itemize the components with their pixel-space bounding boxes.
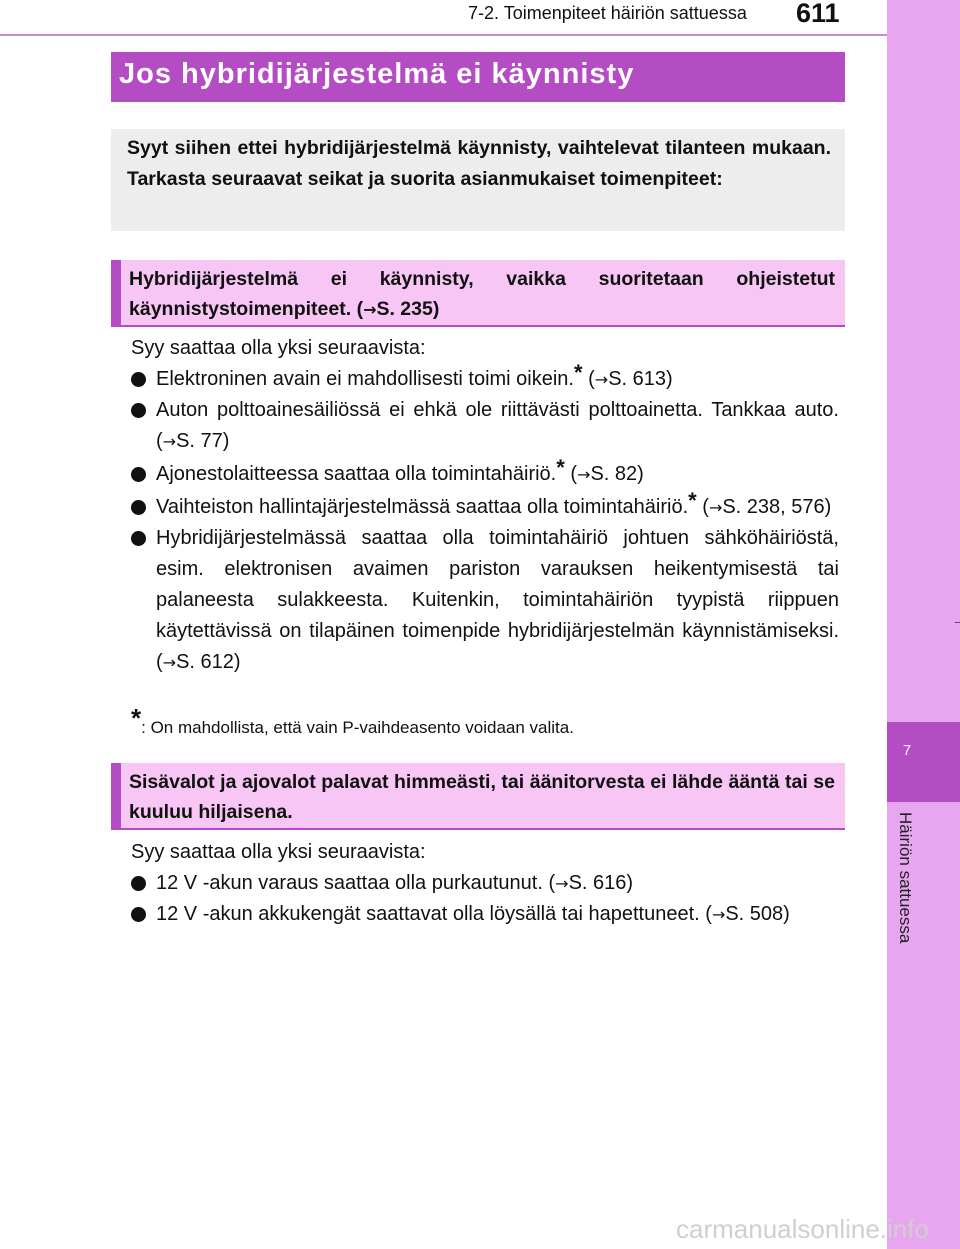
intro-text: Syyt siihen ettei hybridijärjestelmä käynnisty, vaihtelevat tilanteen mukaan. Tarkasta seuraavat seikat ja suorita asianmukaiset toimenpiteet: [127, 137, 831, 190]
page-ref: S. 508) [725, 903, 790, 925]
list-item-text: Vaihteiston hallintajärjestelmässä saattaa olla toimintahäiriö. [156, 496, 689, 518]
intro-box [111, 129, 845, 231]
arrow-icon: → [555, 874, 569, 893]
page-ref: S. 238, 576) [722, 496, 832, 518]
arrow-icon: → [577, 465, 591, 484]
footnote-star: * [574, 360, 583, 385]
list-item [131, 523, 839, 678]
page-ref: S. 613) [608, 368, 673, 390]
arrow-icon: → [708, 498, 723, 517]
open-paren: ( [588, 368, 595, 390]
list-item-text: 12 V -akun varaus saattaa olla purkautunut. [156, 872, 543, 894]
chapter-tab[interactable] [887, 722, 960, 802]
page-ref: S. 612) [176, 651, 241, 673]
list-item-text: Ajonestolaitteessa saattaa olla toimintahäiriö. [156, 463, 557, 485]
edge-mark [955, 622, 960, 623]
subheading-text: Sisävalot ja ajovalot palavat himmeästi, tai äänitorvesta ei lähde ääntä tai se kuuluu hiljaisena. [129, 771, 835, 823]
list-item [131, 488, 839, 523]
footnote [131, 703, 574, 738]
section-1-content [131, 333, 839, 678]
list-item [131, 395, 839, 457]
page-ref: S. 77) [176, 430, 230, 452]
footnote-star: * [131, 703, 142, 733]
footnote-text: : On mahdollista, että vain P-vaihdeasento voidaan valita. [141, 718, 574, 737]
subheading-text: Hybridijärjestelmä ei käynnisty, vaikka suoritetaan ohjeistetut käynnistystoimenpiteet. ( [129, 268, 835, 320]
subheading-startup-failure [111, 260, 845, 327]
watermark: carmanualsonline.info [676, 1214, 929, 1244]
chapter-number: 7 [902, 742, 912, 759]
footnote-star: * [556, 455, 565, 480]
arrow-icon: → [711, 905, 726, 924]
section-2-content [131, 837, 839, 930]
page-ref: S. 616) [568, 872, 634, 894]
list-item-text: Hybridijärjestelmässä saattaa olla toimintahäiriö johtuen sähköhäiriöstä, esim. elektronisen avaimen pariston varauksen heikentymisestä tai palaneesta sulakkeesta. Kuitenkin, toimintahäiriön tyypistä riippuen käytettävissä on tilapäinen toimenpide hybridijärjestelmän käynnistämiseksi. [156, 527, 839, 642]
footnote-star: * [688, 488, 697, 513]
list-item-text: Elektroninen avain ei mahdollisesti toimi oikein. [156, 368, 574, 390]
page-number: 611 [796, 0, 840, 28]
main-heading: Jos hybridijärjestelmä ei käynnisty [111, 52, 845, 102]
subheading-ref: S. 235) [376, 298, 440, 320]
list-item [131, 899, 839, 930]
list-item [131, 360, 839, 395]
chapter-label: Häiriön sattuessa [896, 812, 915, 944]
section-header: 7-2. Toimenpiteet häiriön sattuessa [468, 3, 747, 23]
list-item-text: 12 V -akun akkukengät saattavat olla löysällä tai hapettuneet. [156, 903, 700, 925]
chapter-sidebar [887, 0, 960, 1249]
list-item [131, 455, 839, 490]
header-divider [0, 34, 887, 36]
open-paren: ( [156, 430, 163, 452]
subheading-dim-lights [111, 763, 845, 830]
page-ref: S. 82) [590, 463, 644, 485]
list-item-text: Auton polttoainesäiliössä ei ehkä ole riittävästi polttoainetta. Tankkaa auto. [156, 399, 839, 421]
lead-text: Syy saattaa olla yksi seuraavista: [131, 337, 426, 359]
open-paren: ( [570, 463, 578, 485]
open-paren: ( [156, 651, 163, 673]
open-paren: ( [548, 872, 556, 894]
arrow-icon: → [162, 653, 177, 672]
open-paren: ( [702, 496, 709, 518]
lead-text: Syy saattaa olla yksi seuraavista: [131, 841, 426, 863]
arrow-icon: → [363, 300, 377, 319]
list-item [131, 868, 839, 899]
arrow-icon: → [594, 370, 609, 389]
arrow-icon: → [162, 432, 177, 451]
open-paren: ( [705, 903, 712, 925]
